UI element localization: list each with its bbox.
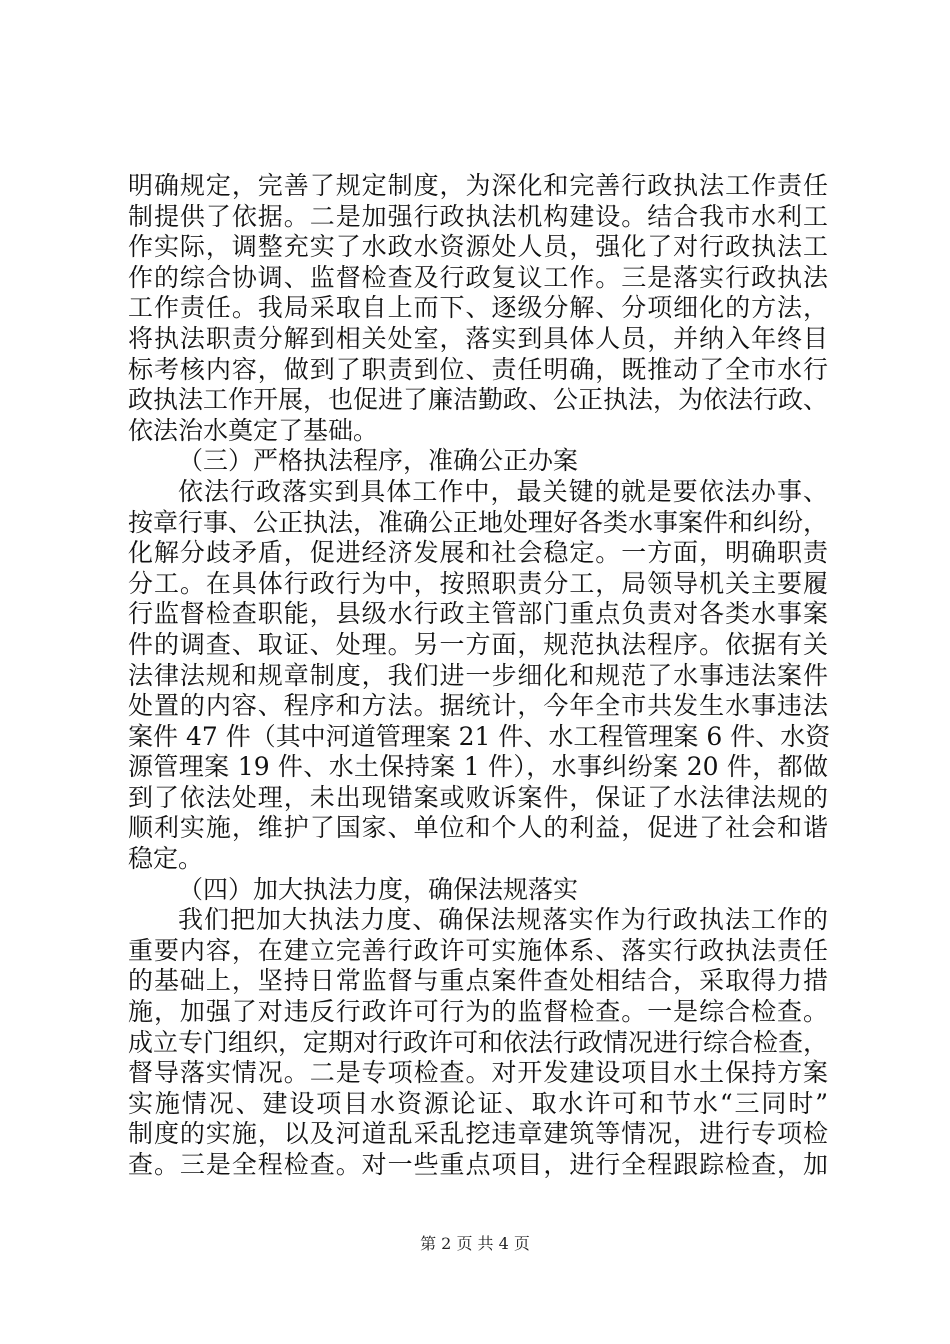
text-line: 督导落实情况。二是专项检查。对开发建设项目水土保持方案	[128, 1058, 828, 1088]
text-line: 按章行事、公正执法，准确公正地处理好各类水事案件和纠纷，	[128, 507, 829, 537]
text-line: 查。三是全程检查。对一些重点项目，进行全程跟踪检查，加	[128, 1150, 828, 1179]
text-line: 将执法职责分解到相关处室，落实到具体人员，并纳入年终目	[128, 323, 828, 353]
text-line: 件的调查、取证、处理。另一方面，规范执法程序。依据有关	[128, 629, 828, 659]
text-line: 重要内容，在建立完善行政许可实施体系、落实行政执法责任	[128, 935, 828, 965]
text-line: 处置的内容、程序和方法。据统计，今年全市共发生水事违法	[128, 691, 828, 721]
page-number-footer: 第 2 页 共 4 页	[420, 1234, 530, 1253]
text-line: 依法行政落实到具体工作中，最关键的就是要依法办事、	[178, 476, 828, 506]
body-text	[128, 171, 831, 1181]
text-line: 制提供了依据。二是加强行政执法机构建设。结合我市水利工	[128, 201, 828, 231]
text-line: 实施情况、建设项目水资源论证、取水许可和节水“三同时”	[128, 1088, 828, 1118]
text-line: 标考核内容，做到了职责到位、责任明确，既推动了全市水行	[128, 354, 828, 384]
section-heading: （三）严格执法程序，准确公正办案	[178, 446, 579, 476]
text-line: 制度的实施，以及河道乱采乱挖违章建筑等情况，进行专项检	[128, 1119, 828, 1149]
text-line: 案件 47 件（其中河道管理案 21 件、水工程管理案 6 件、水资	[128, 721, 831, 751]
text-line: 的基础上，坚持日常监督与重点案件查处相结合，采取得力措	[128, 966, 828, 996]
text-line: 顺利实施，维护了国家、单位和个人的利益，促进了社会和谐	[128, 813, 828, 843]
text-line: 分工。在具体行政行为中，按照职责分工，局领导机关主要履	[128, 568, 828, 598]
section-heading: （四）加大执法力度，确保法规落实	[178, 874, 579, 904]
text-line: 我们把加大执法力度、确保法规落实作为行政执法工作的	[178, 905, 828, 935]
text-line: 作的综合协调、监督检查及行政复议工作。三是落实行政执法	[128, 262, 828, 292]
text-line: 施，加强了对违反行政许可行为的监督检查。一是综合检查。	[128, 997, 828, 1027]
text-line: 依法治水奠定了基础。	[128, 415, 379, 445]
text-line: 源管理案 19 件、水土保持案 1 件），水事纠纷案 20 件，都做	[128, 752, 828, 782]
text-line: 政执法工作开展，也促进了廉洁勤政、公正执法，为依法行政、	[128, 385, 829, 415]
text-line: 化解分歧矛盾，促进经济发展和社会稳定。一方面，明确职责	[128, 538, 828, 568]
text-line: 成立专门组织，定期对行政许可和依法行政情况进行综合检查，	[128, 1027, 829, 1057]
text-line: 到了依法处理，未出现错案或败诉案件，保证了水法律法规的	[128, 782, 828, 812]
text-line: 稳定。	[128, 844, 204, 874]
text-line: 明确规定，完善了规定制度，为深化和完善行政执法工作责任	[128, 171, 828, 200]
text-line: 工作责任。我局采取自上而下、逐级分解、分项细化的方法，	[128, 293, 828, 323]
text-line: 法律法规和规章制度，我们进一步细化和规范了水事违法案件	[128, 660, 828, 690]
text-line: 行监督检查职能，县级水行政主管部门重点负责对各类水事案	[128, 599, 828, 629]
text-line: 作实际，调整充实了水政水资源处人员，强化了对行政执法工	[128, 232, 828, 262]
